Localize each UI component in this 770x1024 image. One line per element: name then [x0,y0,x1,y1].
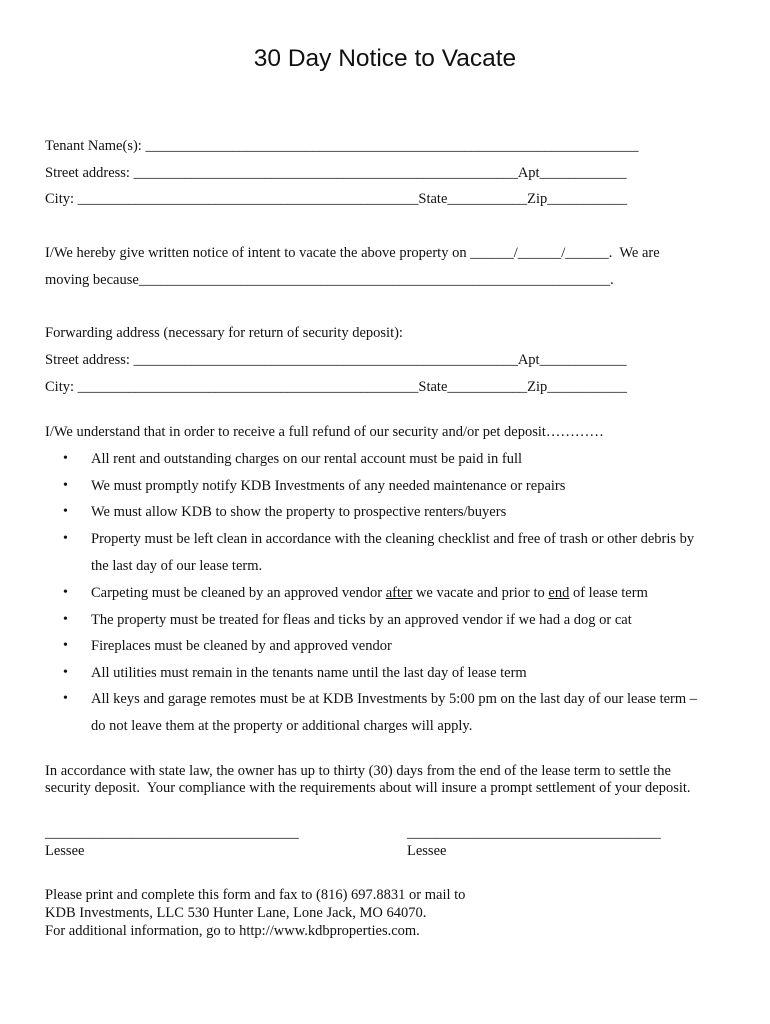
forwarding-street-line: Street address: _____________________________________________________Apt____________ [45,352,627,368]
list-item-text: We must promptly notify KDB Investments of any needed maintenance or repairs [91,478,566,494]
bullet-icon: • [63,531,68,546]
document-title: 30 Day Notice to Vacate [253,45,517,72]
street-address-line: Street address: _____________________________________________________Apt____________ [45,165,627,181]
footer-line-2: KDB Investments, LLC 530 Hunter Lane, Lone Jack, MO 64070. [45,905,427,921]
forwarding-city-line: City: _______________________________________________State___________Zip___________ [45,379,628,395]
bullet-icon: • [63,585,68,600]
state-law-line-2: security deposit. Your compliance with the requirements about will insure a prompt settlement of your deposit. [45,780,691,796]
list-item-text: Fireplaces must be cleaned by and approved vendor [91,638,392,654]
text-segment: of lease term [569,585,648,601]
list-item-text: All utilities must remain in the tenants name until the last day of lease term [91,665,527,681]
list-item-text: Property must be left clean in accordance with the cleaning checklist and free of trash or other debris by [91,531,695,547]
list-item-text: do not leave them at the property or additional charges will apply. [91,718,473,734]
bullet-icon: • [63,638,68,653]
bullet-icon: • [63,612,68,627]
bullet-icon: • [63,691,68,706]
city-state-zip-line: City: _______________________________________________State___________Zip___________ [45,191,628,207]
underlined-word: end [548,585,570,601]
notice-line-1: I/We hereby give written notice of intent to vacate the above property on ______/______/______. We are [45,245,660,261]
bullet-icon: • [63,504,68,519]
list-item-text: All keys and garage remotes must be at KDB Investments by 5:00 pm on the last day of our lease term – [91,691,698,707]
footer-line-1: Please print and complete this form and fax to (816) 697.8831 or mail to [45,887,466,903]
list-item-text: We must allow KDB to show the property to prospective renters/buyers [91,504,507,520]
lessee-label-2: Lessee [407,843,447,859]
bullet-icon: • [63,451,68,466]
understand-line: I/We understand that in order to receive a full refund of our security and/or pet deposit………… [45,424,604,440]
text-segment: Carpeting must be cleaned by an approved vendor [91,585,386,601]
forwarding-heading: Forwarding address (necessary for return of security deposit): [45,325,403,341]
notice-line-2: moving because_________________________________________________________________. [45,272,614,288]
list-item-text: The property must be treated for fleas and ticks by an approved vendor if we had a dog or cat [91,612,632,628]
text-segment: we vacate and prior to [412,585,549,601]
bullet-icon: • [63,478,68,493]
state-law-line-1: In accordance with state law, the owner has up to thirty (30) days from the end of the lease term to settle the [45,763,671,779]
bullet-icon: • [63,665,68,680]
signature-line-1: ___________________________________ [45,825,299,841]
tenant-name-line: Tenant Name(s): ____________________________________________________________________ [45,138,639,154]
list-item-text: All rent and outstanding charges on our rental account must be paid in full [91,451,522,467]
signature-line-2: ___________________________________ [407,825,661,841]
footer-line-3: For additional information, go to http://www.kdbproperties.com. [45,923,420,939]
list-item-text [91,584,648,602]
list-item-text: the last day of our lease term. [91,558,263,574]
underlined-word: after [385,585,413,601]
lessee-label-1: Lessee [45,843,85,859]
